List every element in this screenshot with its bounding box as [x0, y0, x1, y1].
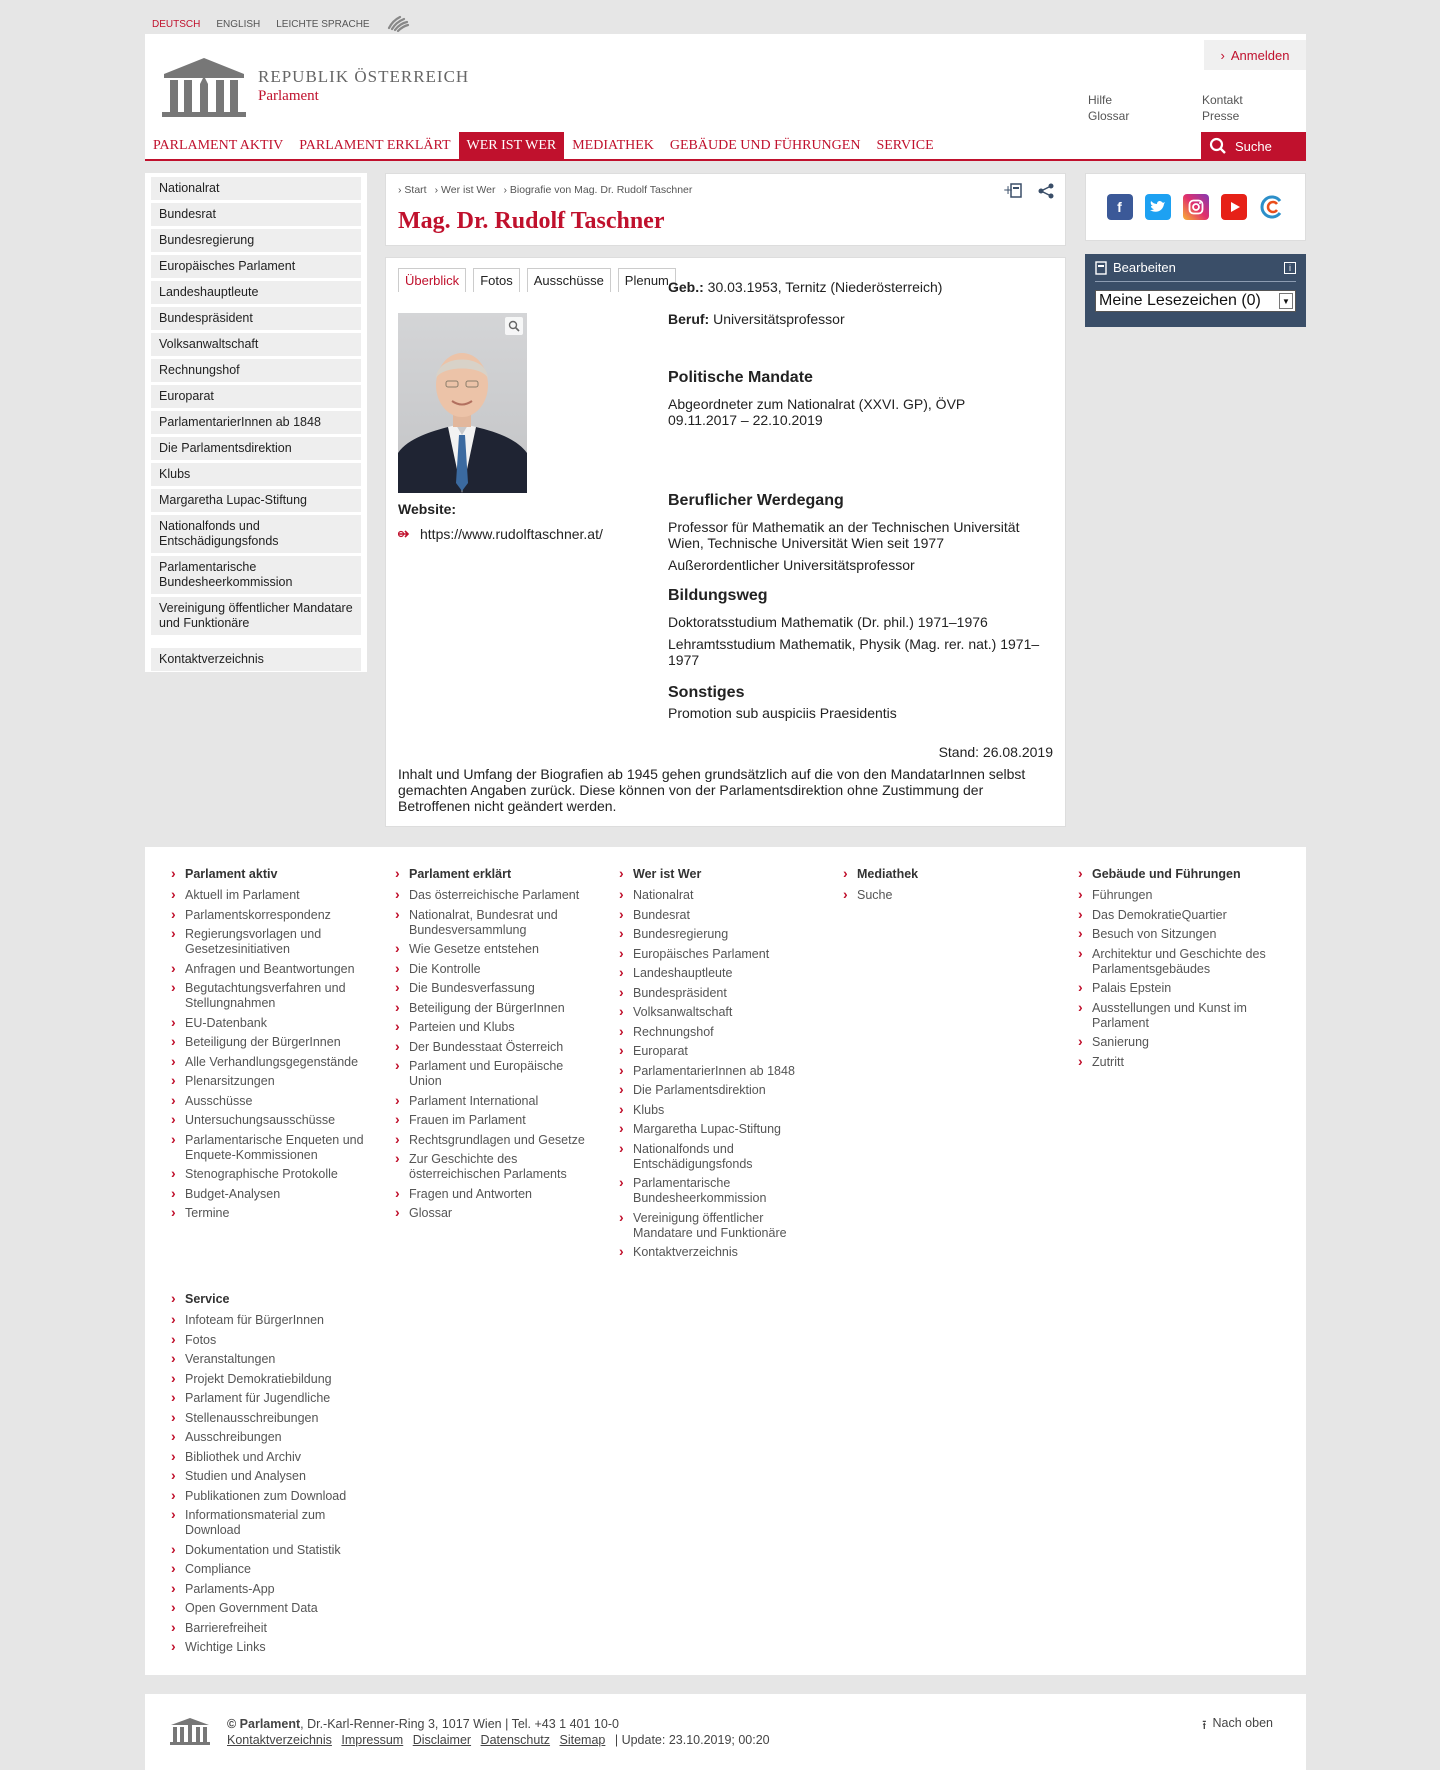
last-updated: Stand: 26.08.2019: [938, 744, 1053, 760]
disclaimer-text: Inhalt und Umfang der Biografien ab 1945 gehen grundsätzlich auf die von den MandatarInnen selbst gemachten Angaben zurück. Diese können von der Parlamentsdirektion ohne Zustimmung der Betroffenen nicht geändert werden.: [398, 766, 1026, 814]
svg-text:+: +: [1003, 183, 1014, 197]
sitemap-link[interactable]: › Rechnungshof: [619, 1025, 819, 1040]
twitter-icon[interactable]: [1145, 194, 1171, 220]
sitemap-link[interactable]: › Suche: [843, 888, 1043, 903]
social-links: [1085, 173, 1306, 241]
sitemap-link[interactable]: › ParlamentarierInnen ab 1848: [619, 1064, 819, 1079]
login-button[interactable]: › Anmelden: [1204, 40, 1306, 70]
lang-english[interactable]: ENGLISH: [216, 19, 261, 30]
career-heading: Beruflicher Werdegang: [668, 492, 844, 509]
sitemap-col-parlament-erklaert: [395, 867, 595, 1226]
sitemap-link[interactable]: › Zur Geschichte des österreichischen Parlaments: [395, 1152, 595, 1182]
sitemap-link[interactable]: › Ausschüsse: [171, 1094, 371, 1109]
sidebar-item-europarat[interactable]: Europarat: [151, 385, 361, 408]
sitemap-link[interactable]: › Landeshauptleute: [619, 966, 819, 981]
nav-gebaeude[interactable]: GEBÄUDE UND FÜHRUNGEN: [669, 138, 861, 153]
sitemap-col-service: [171, 1292, 371, 1660]
sitemap-link[interactable]: › Infoteam für BürgerInnen: [171, 1313, 371, 1328]
sitemap-link[interactable]: › Nationalrat, Bundesrat und Bundesversammlung: [395, 908, 595, 938]
sitemap-link[interactable]: › Klubs: [619, 1103, 819, 1118]
sitemap-link[interactable]: › Architektur und Geschichte des Parlamentsgebäudes: [1078, 947, 1278, 977]
youtube-icon[interactable]: [1221, 194, 1247, 220]
language-bar: [152, 14, 410, 35]
header-links-right: [1202, 92, 1243, 124]
nav-wer-ist-wer[interactable]: WER IST WER: [459, 132, 565, 160]
sidebar-item-kontaktverzeichnis[interactable]: Kontaktverzeichnis: [151, 648, 361, 671]
sitemap-link[interactable]: › Dokumentation und Statistik: [171, 1543, 371, 1558]
sidebar-item-bundesregierung[interactable]: Bundesregierung: [151, 229, 361, 252]
site-logo[interactable]: [160, 54, 469, 118]
nav-mediathek[interactable]: MEDIATHEK: [572, 138, 654, 153]
arrow-up-icon: ⭱: [1202, 1718, 1207, 1732]
back-to-top-link[interactable]: ⭱ Nach oben: [1202, 1716, 1273, 1737]
sitemap-link[interactable]: › Nationalfonds und Entschädigungsfonds: [619, 1142, 819, 1172]
instagram-icon[interactable]: [1183, 194, 1209, 220]
page-title: Mag. Dr. Rudolf Taschner: [398, 208, 665, 234]
sitemap-link[interactable]: › Europarat: [619, 1044, 819, 1059]
main-nav: [145, 133, 1306, 161]
header-links-left: [1088, 92, 1129, 124]
sitemap-link[interactable]: › Zutritt: [1078, 1055, 1278, 1070]
sitemap-link[interactable]: › Parlament und Europäische Union: [395, 1059, 595, 1089]
nav-parlament-aktiv[interactable]: PARLAMENT AKTIV: [153, 138, 284, 153]
website-link[interactable]: https://www.rudolftaschner.at/: [398, 526, 603, 542]
sitemap-link[interactable]: › Besuch von Sitzungen: [1078, 927, 1278, 942]
sidebar-item-lupac-stiftung[interactable]: Margaretha Lupac-Stiftung: [151, 489, 361, 512]
sitemap-link[interactable]: › Bibliothek und Archiv: [171, 1450, 371, 1465]
biography-content: [385, 257, 1066, 827]
sitemap-link[interactable]: › Studien und Analysen: [171, 1469, 371, 1484]
sitemap-link[interactable]: › Europäisches Parlament: [619, 947, 819, 962]
tab-bar: [398, 268, 676, 292]
website-label: Website:: [398, 501, 457, 517]
sitemap-footer: [145, 847, 1306, 1675]
breadcrumb: [398, 184, 692, 196]
sitemap-link[interactable]: › Beteiligung der BürgerInnen: [395, 1001, 595, 1016]
sitemap-link[interactable]: › Kontaktverzeichnis: [619, 1245, 819, 1260]
sitemap-heading[interactable]: › Parlament aktiv: [171, 867, 371, 882]
title-actions: [1003, 182, 1055, 203]
sitemap-link[interactable]: › Parlamentarische Enqueten und Enquete-Kommissionen: [171, 1133, 371, 1163]
parliament-logo-small-icon: [169, 1716, 211, 1746]
section-mandates: Politische Mandate Abgeordneter zum Nationalrat (XXVI. GP), ÖVP 09.11.2017 – 22.10.2019: [668, 370, 1048, 428]
sitemap-link[interactable]: › Regierungsvorlagen und Gesetzesinitiativen: [171, 927, 371, 957]
sidebar-item-volksanwaltschaft[interactable]: Volksanwaltschaft: [151, 333, 361, 356]
sitemap-link[interactable]: › Führungen: [1078, 888, 1278, 903]
demokratiewebstatt-icon[interactable]: [1259, 194, 1285, 220]
sitemap-link[interactable]: › Frauen im Parlament: [395, 1113, 595, 1128]
tab-plenum[interactable]: Plenum: [618, 268, 676, 292]
press-link[interactable]: Presse: [1202, 109, 1240, 123]
portrait-photo[interactable]: [398, 313, 527, 493]
sitemap-link[interactable]: › Fragen und Antworten: [395, 1187, 595, 1202]
sitemap-link[interactable]: › Bundesregierung: [619, 927, 819, 942]
sitemap-link[interactable]: › Bundesrat: [619, 908, 819, 923]
section-career: Beruflicher Werdegang Professor für Mathematik an der Technischen Universität Wien, Technische Universität Wien seit 1977 Außerordentlicher Universitätsprofessor: [668, 493, 1048, 579]
sitemap-link[interactable]: › Informationsmaterial zum Download: [171, 1508, 371, 1538]
tab-ausschuesse[interactable]: Ausschüsse: [527, 268, 611, 292]
search-button[interactable]: Suche: [1201, 132, 1306, 160]
bookmark-panel: [1085, 254, 1306, 327]
sitemap-heading[interactable]: › Gebäude und Führungen: [1078, 867, 1278, 882]
sitemap-link[interactable]: › Parlamentarische Bundesheerkommission: [619, 1176, 819, 1206]
section-education: Bildungsweg Doktoratsstudium Mathematik (Dr. phil.) 1971–1976 Lehramtsstudium Mathematik, Physik (Mag. rer. nat.) 1971–1977: [668, 588, 1048, 674]
share-icon[interactable]: [1037, 182, 1055, 203]
sitemap-col-mediathek: [843, 867, 1043, 908]
sidebar-item-nationalrat[interactable]: Nationalrat: [151, 177, 361, 200]
title-card: [385, 173, 1066, 246]
chevron-right-icon: ›: [1220, 47, 1225, 63]
tab-fotos[interactable]: Fotos: [473, 268, 520, 292]
footer-address: © Parlament, Dr.-Karl-Renner-Ring 3, 1017 Wien | Tel. +43 1 401 10-0 Kontaktverzeichnis Impressum Disclaimer Datenschutz Sitemap | Update: 23.10.2019; 00:20: [227, 1717, 770, 1747]
sitemap-link[interactable]: › Sanierung: [1078, 1035, 1278, 1050]
footer-link-impressum[interactable]: Impressum: [341, 1733, 404, 1747]
sitemap-link[interactable]: › Volksanwaltschaft: [619, 1005, 819, 1020]
contact-link[interactable]: Kontakt: [1202, 93, 1243, 107]
sitemap-link[interactable]: › Barrierefreiheit: [171, 1621, 371, 1636]
sitemap-link[interactable]: › Parlament International: [395, 1094, 595, 1109]
sidebar: [145, 173, 367, 672]
sitemap-link[interactable]: › Ausstellungen und Kunst im Parlament: [1078, 1001, 1278, 1031]
help-link[interactable]: Hilfe: [1088, 93, 1113, 107]
parliament-logo-icon: [160, 54, 248, 118]
section-misc: Sonstiges Promotion sub auspiciis Praesidentis: [668, 685, 1048, 727]
mandates-heading: Politische Mandate: [668, 369, 813, 386]
footer-link-kontaktverzeichnis[interactable]: Kontaktverzeichnis: [227, 1733, 332, 1747]
profession-info: Beruf: Universitätsprofessor: [668, 311, 845, 327]
sitemap-link[interactable]: › Beteiligung der BürgerInnen: [171, 1035, 371, 1050]
sidebar-item-rechnungshof[interactable]: Rechnungshof: [151, 359, 361, 382]
sitemap-link[interactable]: › Das österreichische Parlament: [395, 888, 595, 903]
sitemap-link[interactable]: › Ausschreibungen: [171, 1430, 371, 1445]
footer-link-disclaimer[interactable]: Disclaimer: [412, 1733, 472, 1747]
sitemap-link[interactable]: › Aktuell im Parlament: [171, 888, 371, 903]
sidebar-item-klubs[interactable]: Klubs: [151, 463, 361, 486]
nav-parlament-erklaert[interactable]: PARLAMENT ERKLÄRT: [299, 138, 451, 153]
zoom-icon[interactable]: [505, 317, 523, 335]
sitemap-link[interactable]: › Parlament für Jugendliche: [171, 1391, 371, 1406]
sitemap-link[interactable]: › Begutachtungsverfahren und Stellungnahmen: [171, 981, 371, 1011]
sitemap-link[interactable]: › Stellenausschreibungen: [171, 1411, 371, 1426]
sitemap-link[interactable]: › Compliance: [171, 1562, 371, 1577]
sidebar-item-bundespraesident[interactable]: Bundespräsident: [151, 307, 361, 330]
sitemap-link[interactable]: › Alle Verhandlungsgegenstände: [171, 1055, 371, 1070]
sitemap-link[interactable]: › Fotos: [171, 1333, 371, 1348]
sitemap-col-wer-ist-wer: [619, 867, 819, 1265]
breadcrumb-current: › Biografie von Mag. Dr. Rudolf Taschner: [503, 184, 693, 196]
sitemap-link[interactable]: › Bundespräsident: [619, 986, 819, 1001]
sitemap-link[interactable]: › EU-Datenbank: [171, 1016, 371, 1031]
sitemap-link[interactable]: › Veranstaltungen: [171, 1352, 371, 1367]
sitemap-heading[interactable]: › Service: [171, 1292, 371, 1307]
sitemap-heading[interactable]: › Parlament erklärt: [395, 867, 595, 882]
lang-leichte-sprache[interactable]: LEICHTE SPRACHE: [276, 19, 370, 30]
sidebar-item-landeshauptleute[interactable]: Landeshauptleute: [151, 281, 361, 304]
sitemap-link[interactable]: › Budget-Analysen: [171, 1187, 371, 1202]
footer-link-datenschutz[interactable]: Datenschutz: [480, 1733, 551, 1747]
sitemap-link[interactable]: › Parlaments-App: [171, 1582, 371, 1597]
sitemap-link[interactable]: › Margaretha Lupac-Stiftung: [619, 1122, 819, 1137]
breadcrumb-wer-ist-wer[interactable]: › Wer ist Wer: [434, 184, 496, 196]
bottom-footer: [145, 1694, 1306, 1770]
sitemap-heading[interactable]: › Wer ist Wer: [619, 867, 819, 882]
sitemap-link[interactable]: › Die Kontrolle: [395, 962, 595, 977]
chevron-down-icon: ▼: [1279, 293, 1293, 309]
glossary-link[interactable]: Glossar: [1088, 109, 1130, 123]
nav-service[interactable]: SERVICE: [876, 138, 934, 153]
misc-heading: Sonstiges: [668, 684, 745, 701]
sitemap-link[interactable]: › Termine: [171, 1206, 371, 1221]
sitemap-link[interactable]: › Projekt Demokratiebildung: [171, 1372, 371, 1387]
breadcrumb-start[interactable]: › Start: [398, 184, 427, 196]
sidebar-item-parlamentsdirektion[interactable]: Die Parlamentsdirektion: [151, 437, 361, 460]
logo-subtitle: Parlament: [258, 88, 319, 104]
sidebar-item-parlamentarierinnen[interactable]: ParlamentarierInnen ab 1848: [151, 411, 361, 434]
birth-info: Geb.: 30.03.1953, Ternitz (Niederösterreich): [668, 279, 943, 295]
sitemap-link[interactable]: › Der Bundesstaat Österreich: [395, 1040, 595, 1055]
lang-deutsch[interactable]: DEUTSCH: [152, 19, 201, 30]
sitemap-col-gebaeude: [1078, 867, 1278, 1074]
sitemap-link[interactable]: › Palais Epstein: [1078, 981, 1278, 996]
sitemap-link[interactable]: › Glossar: [395, 1206, 595, 1221]
sitemap-link[interactable]: › Untersuchungsausschüsse: [171, 1113, 371, 1128]
sitemap-link[interactable]: › Anfragen und Beantwortungen: [171, 962, 371, 977]
sitemap-link[interactable]: › Publikationen zum Download: [171, 1489, 371, 1504]
tab-ueberblick[interactable]: Überblick: [398, 268, 466, 292]
sitemap-link[interactable]: › Parteien und Klubs: [395, 1020, 595, 1035]
sitemap-link[interactable]: › Die Bundesverfassung: [395, 981, 595, 996]
education-heading: Bildungsweg: [668, 587, 768, 604]
sitemap-link[interactable]: › Wichtige Links: [171, 1640, 371, 1655]
sidebar-item-europaeisches-parlament[interactable]: Europäisches Parlament: [151, 255, 361, 278]
sidebar-item-bundesrat[interactable]: Bundesrat: [151, 203, 361, 226]
bookmark-header: [1095, 260, 1296, 282]
bookmarks-select[interactable]: Meine Lesezeichen (0) ▼: [1095, 290, 1296, 312]
footer-link-sitemap[interactable]: Sitemap: [559, 1733, 606, 1747]
sitemap-link[interactable]: › Rechtsgrundlagen und Gesetze: [395, 1133, 595, 1148]
sitemap-link[interactable]: › Das DemokratieQuartier: [1078, 908, 1278, 923]
sitemap-link[interactable]: › Stenographische Protokolle: [171, 1167, 371, 1182]
edit-bookmarks-link[interactable]: Bearbeiten: [1113, 260, 1176, 275]
bookmark-icon: [1095, 261, 1107, 275]
sidebar-item-bundesheerkommission[interactable]: Parlamentarische Bundesheerkommission: [151, 556, 361, 594]
sitemap-link[interactable]: › Plenarsitzungen: [171, 1074, 371, 1089]
sidebar-item-nationalfonds[interactable]: Nationalfonds und Entschädigungsfonds: [151, 515, 361, 553]
sign-language-icon[interactable]: [386, 14, 410, 35]
sitemap-link[interactable]: › Nationalrat: [619, 888, 819, 903]
sitemap-link[interactable]: › Vereinigung öffentlicher Mandatare und Funktionäre: [619, 1211, 819, 1241]
sitemap-link[interactable]: › Wie Gesetze entstehen: [395, 942, 595, 957]
sitemap-link[interactable]: › Open Government Data: [171, 1601, 371, 1616]
search-icon: [1209, 137, 1227, 155]
external-link-icon: [398, 529, 412, 539]
info-icon[interactable]: i: [1284, 262, 1296, 274]
facebook-icon[interactable]: f: [1107, 194, 1133, 220]
add-bookmark-icon[interactable]: [1003, 182, 1023, 203]
logo-title: REPUBLIK ÖSTERREICH: [258, 67, 470, 86]
sidebar-item-vereinigung[interactable]: Vereinigung öffentlicher Mandatare und Funktionäre: [151, 597, 361, 635]
sitemap-col-parlament-aktiv: [171, 867, 371, 1226]
sitemap-link[interactable]: › Die Parlamentsdirektion: [619, 1083, 819, 1098]
sitemap-heading[interactable]: › Mediathek: [843, 867, 1043, 882]
sitemap-link[interactable]: › Parlamentskorrespondenz: [171, 908, 371, 923]
